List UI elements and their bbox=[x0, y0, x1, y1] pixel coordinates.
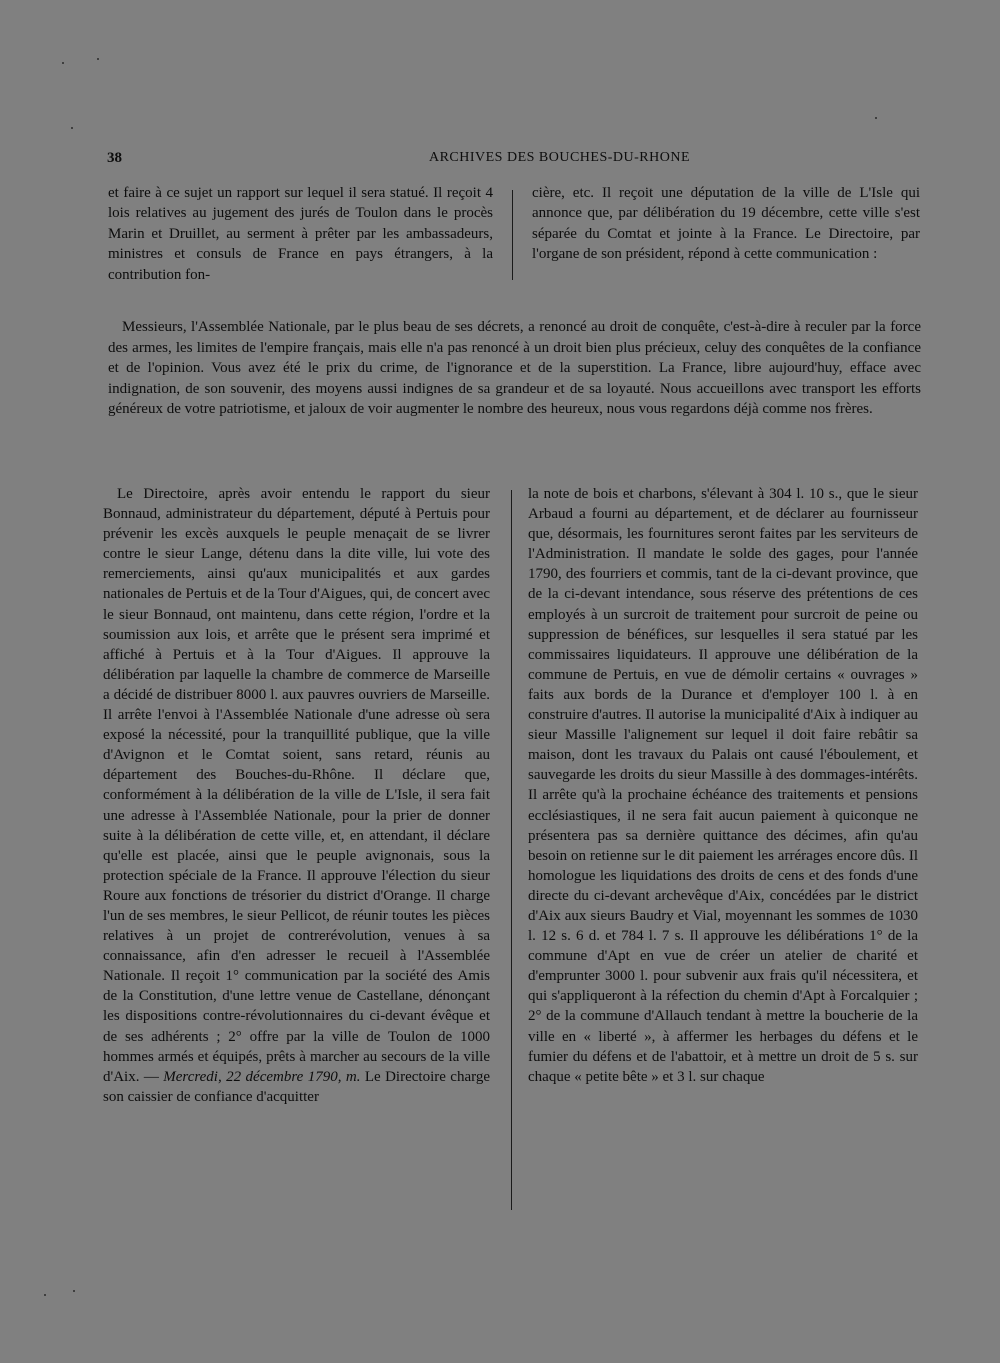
bottom-right-column bbox=[528, 484, 918, 1087]
scan-speck bbox=[62, 62, 64, 64]
address-paragraph: Messieurs, l'Assemblée Nationale, par le plus beau de ses décrets, a renoncé au droit de conquête, c'est-à-dire à reculer par la force des armes, les limites de l'empire français, mais elle n'a pas renoncé à un droit bien plus précieux, celuy des conquêtes de la confiance et de l'opinion. Vous avez été le prix du crime, de l'ignorance et de la superstition. La France, libre aujourd'huy, efface avec indignation, de son souvenir, des moyens aussi indignes de sa grandeur et de sa loyauté. Nous accueillons avec transport les efforts généreux de votre patriotisme, et jaloux de voir augmenter le nombre des heureux, nous vous regardons déjà comme nos frères. bbox=[108, 319, 921, 417]
running-head: ARCHIVES DES BOUCHES-DU-RHONE bbox=[428, 150, 691, 165]
top-left-column bbox=[108, 183, 493, 285]
page-header bbox=[107, 150, 922, 172]
scan-speck bbox=[97, 58, 99, 60]
page-number: 38 bbox=[107, 150, 122, 166]
column-divider bbox=[511, 490, 512, 1210]
bottom-left-paragraph bbox=[103, 484, 490, 1107]
scan-speck bbox=[875, 117, 877, 119]
scan-speck bbox=[73, 1290, 75, 1292]
bottom-left-text-end: Le Directoire charge son caissier de confiance d'acquitter bbox=[103, 1068, 490, 1105]
session-date: Mercredi, 22 décembre 1790, m. bbox=[163, 1068, 361, 1085]
top-right-column bbox=[532, 183, 920, 265]
column-divider bbox=[512, 190, 513, 280]
scan-speck bbox=[71, 127, 73, 129]
bottom-left-column bbox=[103, 484, 490, 1107]
bottom-right-paragraph: la note de bois et charbons, s'élevant à 304 l. 10 s., que le sieur Arbaud a fourni au département, et de déclarer au fournisseur que, désormais, les fournitures seront faites par les serviteurs de l'Administration. Il mandate le solde des gages, pour l'année 1790, des fourriers et commis, tant de la ci-devant province, que de la ci-devant intendance, sous réserve des prétentions de ces employés à un surcroit de traitement pour surcroit de peine ou suppression de bénéfices, sur lesquelles il sera statué par les commissaires liquidateurs. Il approuve une délibération de la commune de Pertuis, en vue de démolir certains « ouvrages » faits aux bords de la Durance et d'employer 100 l. à en construire d'autres. Il autorise la municipalité d'Aix à indiquer au sieur Massille l'alignement sur lequel il doit faire rebâtir sa maison, dont les travaux du Palais ont causé l'éboulement, et sauvegarde les droits du sieur Massille à des dommages-intérêts. Il arrête qu'à la prochaine échéance des traitements et pensions ecclésiastiques, il ne sera fait aucun paiement à quiconque ne présentera pas sa dernière quittance des décimes, afin qu'au besoin on retienne sur le dit paiement les arrérages encore dûs. Il homologue les liquidations des droits de cens et des fonds d'une directe du ci-devant archevêque d'Aix, concédées par le district d'Aix aux sieurs Baudry et Vial, moyennant les sommes de 1030 l. 12 s. 6 d. et 784 l. 7 s. Il approuve les délibérations 1° de la commune d'Apt en vue de créer un atelier de charité et d'emprunter 3000 l. pour subvenir aux frais qu'il nécessitera, et qui s'appliqueront à la réfection du chemin d'Apt à Forcalquier ; 2° de la commune d'Allauch tendant à mettre la boucherie de la ville en « liberté », à affermer les herbages du défens et le fumier du défens et de l'abattoir, et à mettre un droit de 5 s. sur chaque « petite bête » et 3 l. sur chaque bbox=[528, 486, 918, 1085]
scan-speck bbox=[44, 1294, 46, 1296]
address-block bbox=[108, 317, 921, 420]
bottom-left-text: Le Directoire, après avoir entendu le rapport du sieur Bonnaud, administrateur du département, député à Pertuis pour prévenir les excès auxquels le peuple menaçait de se livrer contre le sieur Lange, détenu dans la dite ville, lui vote des remerciements, ainsi qu'aux municipalités et aux gardes nationales de Pertuis et de la Tour d'Aigues, qui, de concert avec le sieur Bonnaud, ont maintenu, dans cette région, l'ordre et la soumission aux lois, et arrête que le présent sera imprimé et affiché à Pertuis et à la Tour d'Aigues. Il approuve la délibération par laquelle la chambre de commerce de Marseille a décidé de distribuer 8000 l. aux pauvres ouvriers de Marseille. Il arrête l'envoi à l'Assemblée Nationale d'une adresse où sera exposé la nécessité, pour la tranquillité publique, que la ville d'Avignon et le Comtat soient, sans retard, réunis au département des Bouches-du-Rhône. Il déclare que, conformément à la délibération de la ville de L'Isle, il sera fait une adresse à l'Assemblée Nationale, pour la prier de donner suite à la délibération de cette ville, et, en attendant, il déclare qu'elle est placée, ainsi que le peuple avignonais, sous la protection spéciale de la France. Il approuve l'élection du sieur Roure aux fonctions de trésorier du district d'Orange. Il charge l'un de ses membres, le sieur Pellicot, de réunir toutes les pièces relatives à un projet de contrerévolution, venues à sa connaissance, afin d'en adresser le recueil à l'Assemblée Nationale. Il reçoit 1° communication par la société des Amis de la Constitution, d'une lettre venue de Castellane, dénonçant les dispositions contre-révolutionnaires du ci-devant évêque et de ses adhérents ; 2° offre par la ville de Toulon de 1000 hommes armés et équipés, prêts à marcher au secours de la ville d'Aix. — bbox=[103, 486, 490, 1085]
top-left-paragraph: et faire à ce sujet un rapport sur lequel il sera statué. Il reçoit 4 lois relatives au jugement des jurés de Toulon dans le procès Marin et Druillet, au serment à prêter par les ambassadeurs, ministres et consuls de France en pays étrangers, à la contribution fon- bbox=[108, 185, 493, 283]
top-right-paragraph: cière, etc. Il reçoit une députation de la ville de L'Isle qui annonce que, par délibération du 19 décembre, cette ville s'est séparée du Comtat et jointe à la France. Le Directoire, par l'organe de son président, répond à cette communication : bbox=[532, 185, 920, 263]
